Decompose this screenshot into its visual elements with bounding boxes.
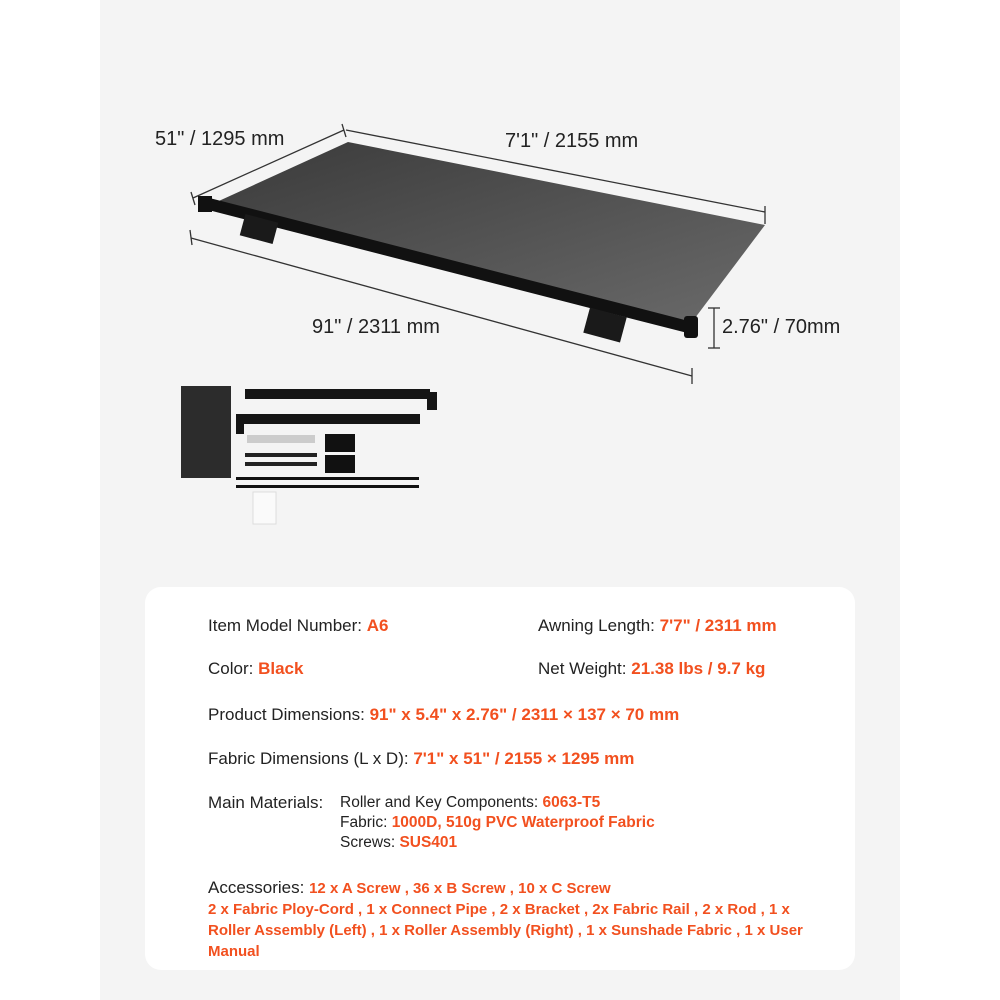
color: Color: Black xyxy=(208,659,304,678)
total-length-dimension: 91" / 2311 mm xyxy=(312,316,440,338)
accessories: Accessories: 12 x A Screw , 36 x B Screw , 10 x C Screw 2 x Fabric Ploy-Cord , 1 x Connect Pipe , 2 x Bracket , 2x Fabric Rail , 2 x Rod , 1 x Roller Assembly (Left) , 1 x Roller Assembly (Right) , 1 x Sunshade Fabric , 1 x User Manual xyxy=(208,878,803,960)
spec-card xyxy=(145,587,855,970)
awning-fabric xyxy=(210,142,765,322)
product-dimensions: Product Dimensions: 91" x 5.4" x 2.76" / 2311 × 137 × 70 mm xyxy=(208,705,680,724)
material-roller: Roller and Key Components: 6063-T5 xyxy=(340,794,601,811)
depth-dimension: 51" / 1295 mm xyxy=(155,128,285,150)
folded-fabric xyxy=(181,386,231,478)
material-screws: Screws: SUS401 xyxy=(340,834,458,851)
materials-label: Main Materials: xyxy=(208,793,324,812)
model-number: Item Model Number: A6 xyxy=(208,616,389,635)
fabric-dimensions: Fabric Dimensions (L x D): 7'1" x 51" / 2155 × 1295 mm xyxy=(208,749,635,768)
material-fabric: Fabric: 1000D, 510g PVC Waterproof Fabric xyxy=(340,814,655,831)
fabric-length-dimension: 7'1" / 2155 mm xyxy=(505,130,639,152)
user-manual xyxy=(253,492,276,524)
awning-length: Awning Length: 7'7" / 2311 mm xyxy=(538,616,777,635)
height-dimension: 2.76" / 70mm xyxy=(722,316,841,338)
parts-layout xyxy=(181,386,437,524)
net-weight: Net Weight: 21.38 lbs / 9.7 kg xyxy=(538,659,766,678)
